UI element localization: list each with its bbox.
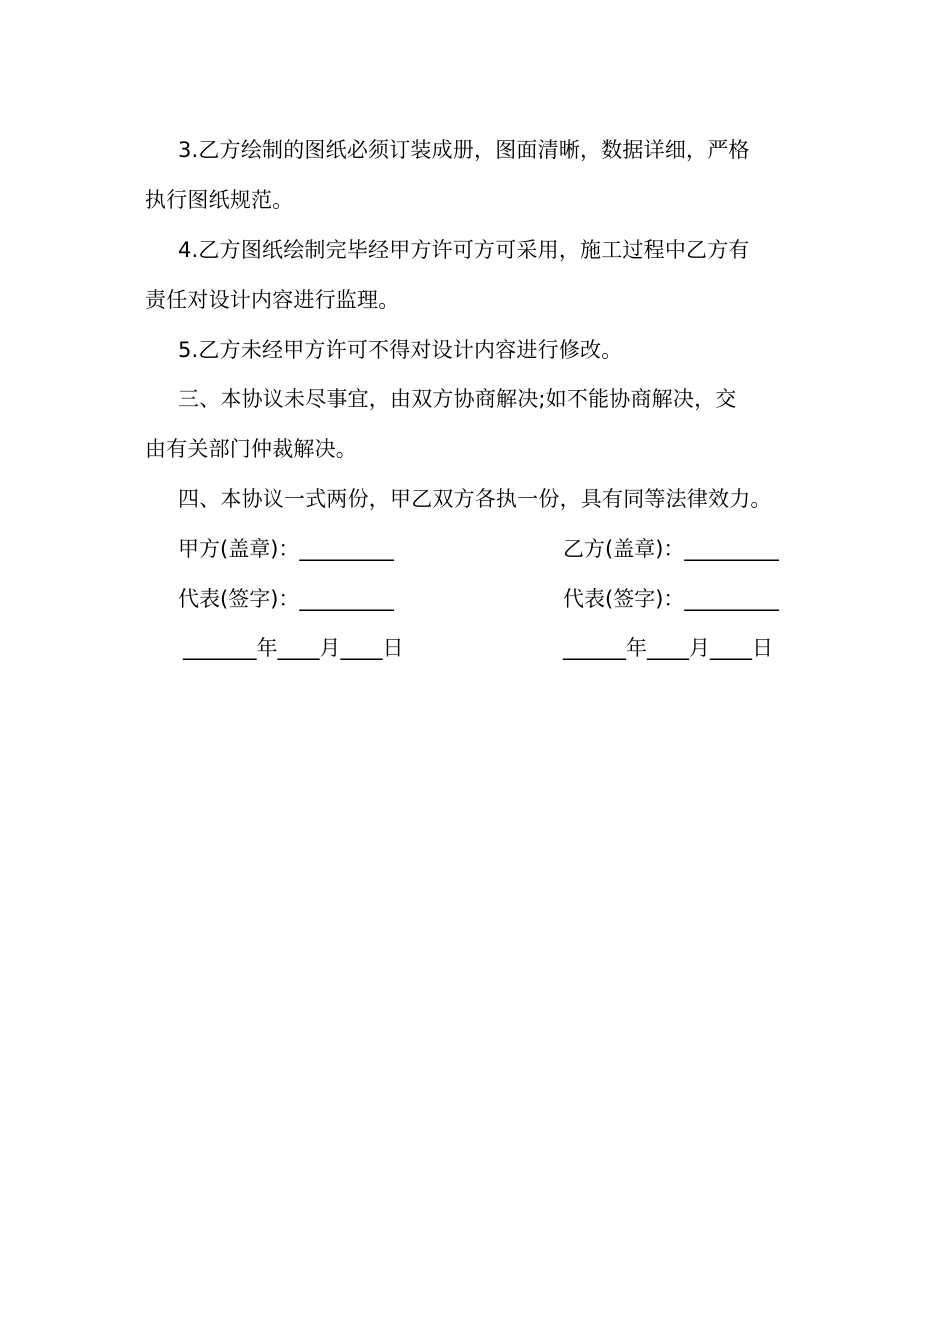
paragraph-4-line-1: 4.乙方图纸绘制完毕经甲方许可方可采用，施工过程中乙方有 (178, 238, 750, 262)
paragraph-3-line-1: 3.乙方绘制的图纸必须订装成册，图面清晰，数据详细，严格 (178, 138, 750, 162)
paragraph-4-line-2: 责任对设计内容进行监理。 (145, 288, 400, 312)
party-b-date-field[interactable]: ______年____月____日 (563, 636, 773, 660)
clause-three-line-2: 由有关部门仲裁解决。 (145, 437, 357, 461)
paragraph-5-line-1: 5.乙方未经甲方许可不得对设计内容进行修改。 (178, 338, 623, 362)
party-a-seal-field[interactable]: 甲方(盖章)：_________ (178, 537, 394, 561)
paragraph-3-line-2: 执行图纸规范。 (145, 188, 294, 212)
party-b-rep-field[interactable]: 代表(签字)：_________ (563, 587, 779, 611)
clause-three-line-1: 三、本协议未尽事宜，由双方协商解决;如不能协商解决，交 (178, 387, 737, 411)
clause-four-line-1: 四、本协议一式两份，甲乙双方各执一份，具有同等法律效力。 (178, 487, 772, 511)
party-a-rep-field[interactable]: 代表(签字)：_________ (178, 587, 394, 611)
party-a-date-field[interactable]: _______年____月____日 (183, 636, 404, 660)
party-b-seal-field[interactable]: 乙方(盖章)：_________ (563, 537, 779, 561)
